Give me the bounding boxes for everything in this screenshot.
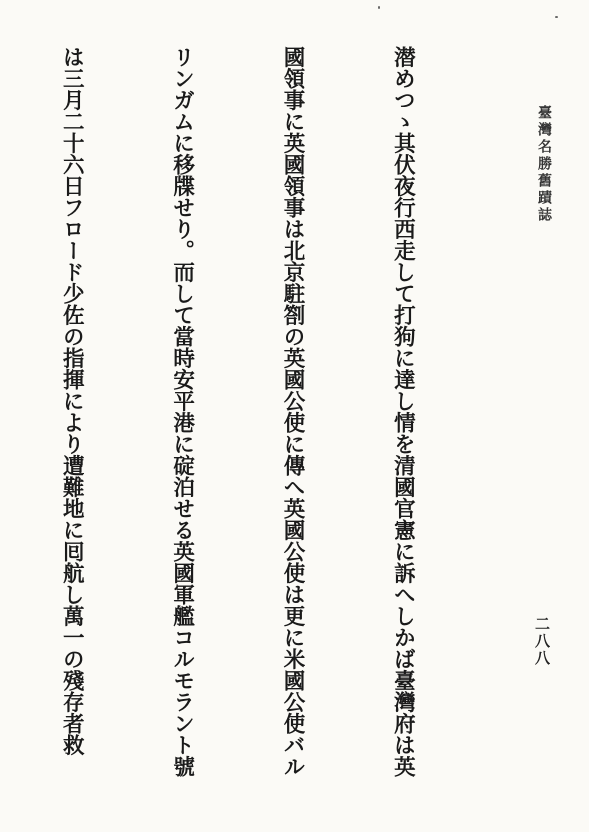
running-title: 臺灣名勝舊蹟誌 — [536, 105, 552, 224]
text-column: リンガムに移牒せり。而して當時安平港に碇泊せる英國軍艦コルモラント號 — [169, 46, 195, 777]
page-number: 二八八 — [533, 616, 551, 667]
scan-speck — [378, 6, 380, 9]
scan-speck — [555, 16, 558, 18]
body-text — [44, 46, 494, 816]
text-column: 國領事に英國領事は北京駐劄の英國公使に傳へ英國公使は更に米國公使バル — [280, 46, 306, 777]
text-column: は三月二十六日フロード少佐の指揮により遭難地に囘航し萬一の殘存者救 — [59, 46, 85, 756]
text-column: 潜めつゝ其伏夜行西走して打狗に達し情を清國官憲に訴へしかば臺灣府は英 — [390, 46, 416, 777]
